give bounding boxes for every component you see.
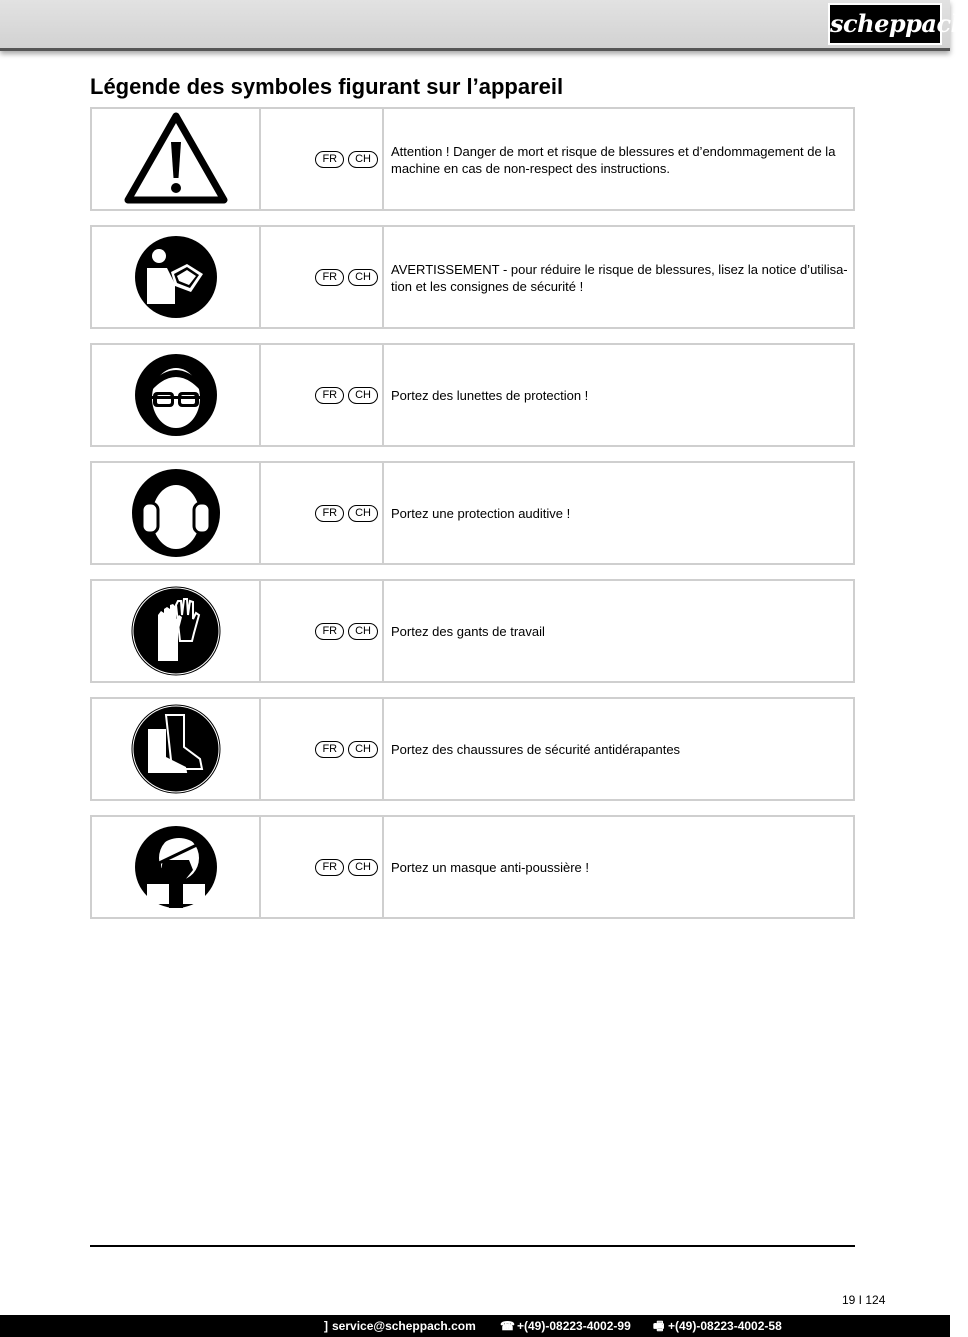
symbol-cell xyxy=(92,817,261,917)
lang-badge-fr: FR xyxy=(315,151,344,168)
symbol-description: Portez des lunettes de protection ! xyxy=(391,387,589,403)
symbol-cell xyxy=(92,581,261,681)
page-title: Légende des symboles figurant sur l’appareil xyxy=(90,74,564,99)
lang-badge-fr: FR xyxy=(315,741,344,758)
phone-number: +(49)-08223-4002-99 xyxy=(517,1319,631,1333)
warning-triangle-icon xyxy=(124,112,228,206)
symbol-row-gloves xyxy=(90,579,855,683)
phone-icon: ☎ xyxy=(500,1319,515,1333)
lang-badge-ch: CH xyxy=(348,505,378,522)
dust-mask-icon xyxy=(133,824,219,910)
symbol-row-ear-protection xyxy=(90,461,855,565)
safety-boots-icon xyxy=(130,703,222,795)
email-separator: ] xyxy=(324,1319,328,1333)
work-gloves-icon xyxy=(130,585,222,677)
symbol-description: Portez des chaussures de sécurité antidérapantes xyxy=(391,741,681,757)
symbol-row-read-manual xyxy=(90,225,855,329)
symbol-cell xyxy=(92,699,261,799)
symbol-description: AVERTISSEMENT - pour réduire le risque de blessures, lisez la notice d’utilisa-tion et les consignes de sécurité ! xyxy=(391,262,848,294)
symbol-description: Attention ! Danger de mort et risque de blessures et d’endommagement de la machine en cas de non-respect des instructions. xyxy=(391,144,836,176)
service-email[interactable]: service@scheppach.com xyxy=(332,1319,476,1333)
lang-badge-ch: CH xyxy=(348,859,378,876)
symbol-cell xyxy=(92,227,261,327)
symbol-row-warning xyxy=(90,107,855,211)
lang-badge-ch: CH xyxy=(348,387,378,404)
lang-badge-ch: CH xyxy=(348,151,378,168)
lang-badge-ch: CH xyxy=(348,269,378,286)
symbol-description: Portez un masque anti-poussière ! xyxy=(391,859,589,875)
footer-divider xyxy=(90,1245,855,1247)
fax-icon: 🖷 xyxy=(653,1319,665,1333)
symbol-row-dust-mask xyxy=(90,815,855,919)
symbol-row-boots xyxy=(90,697,855,801)
scheppach-logo: scheppach xyxy=(828,3,942,45)
lang-badge-fr: FR xyxy=(315,859,344,876)
lang-badge-fr: FR xyxy=(315,505,344,522)
lang-badge-ch: CH xyxy=(348,741,378,758)
symbol-cell xyxy=(92,463,261,563)
read-manual-icon xyxy=(133,234,219,320)
lang-badge-ch: CH xyxy=(348,623,378,640)
header-bar xyxy=(0,0,968,51)
lang-badge-fr: FR xyxy=(315,269,344,286)
lang-badge-fr: FR xyxy=(315,387,344,404)
symbol-description: Portez une protection auditive ! xyxy=(391,505,571,521)
symbol-row-goggles xyxy=(90,343,855,447)
lang-badge-fr: FR xyxy=(315,623,344,640)
symbol-cell xyxy=(92,109,261,209)
page-number: 19 I 124 xyxy=(842,1293,886,1307)
fax-number: +(49)-08223-4002-58 xyxy=(668,1319,782,1333)
symbol-description: Portez des gants de travail xyxy=(391,623,545,639)
contact-bar xyxy=(0,1315,950,1337)
safety-goggles-icon xyxy=(133,352,219,438)
ear-protection-icon xyxy=(130,467,222,559)
symbol-cell xyxy=(92,345,261,445)
